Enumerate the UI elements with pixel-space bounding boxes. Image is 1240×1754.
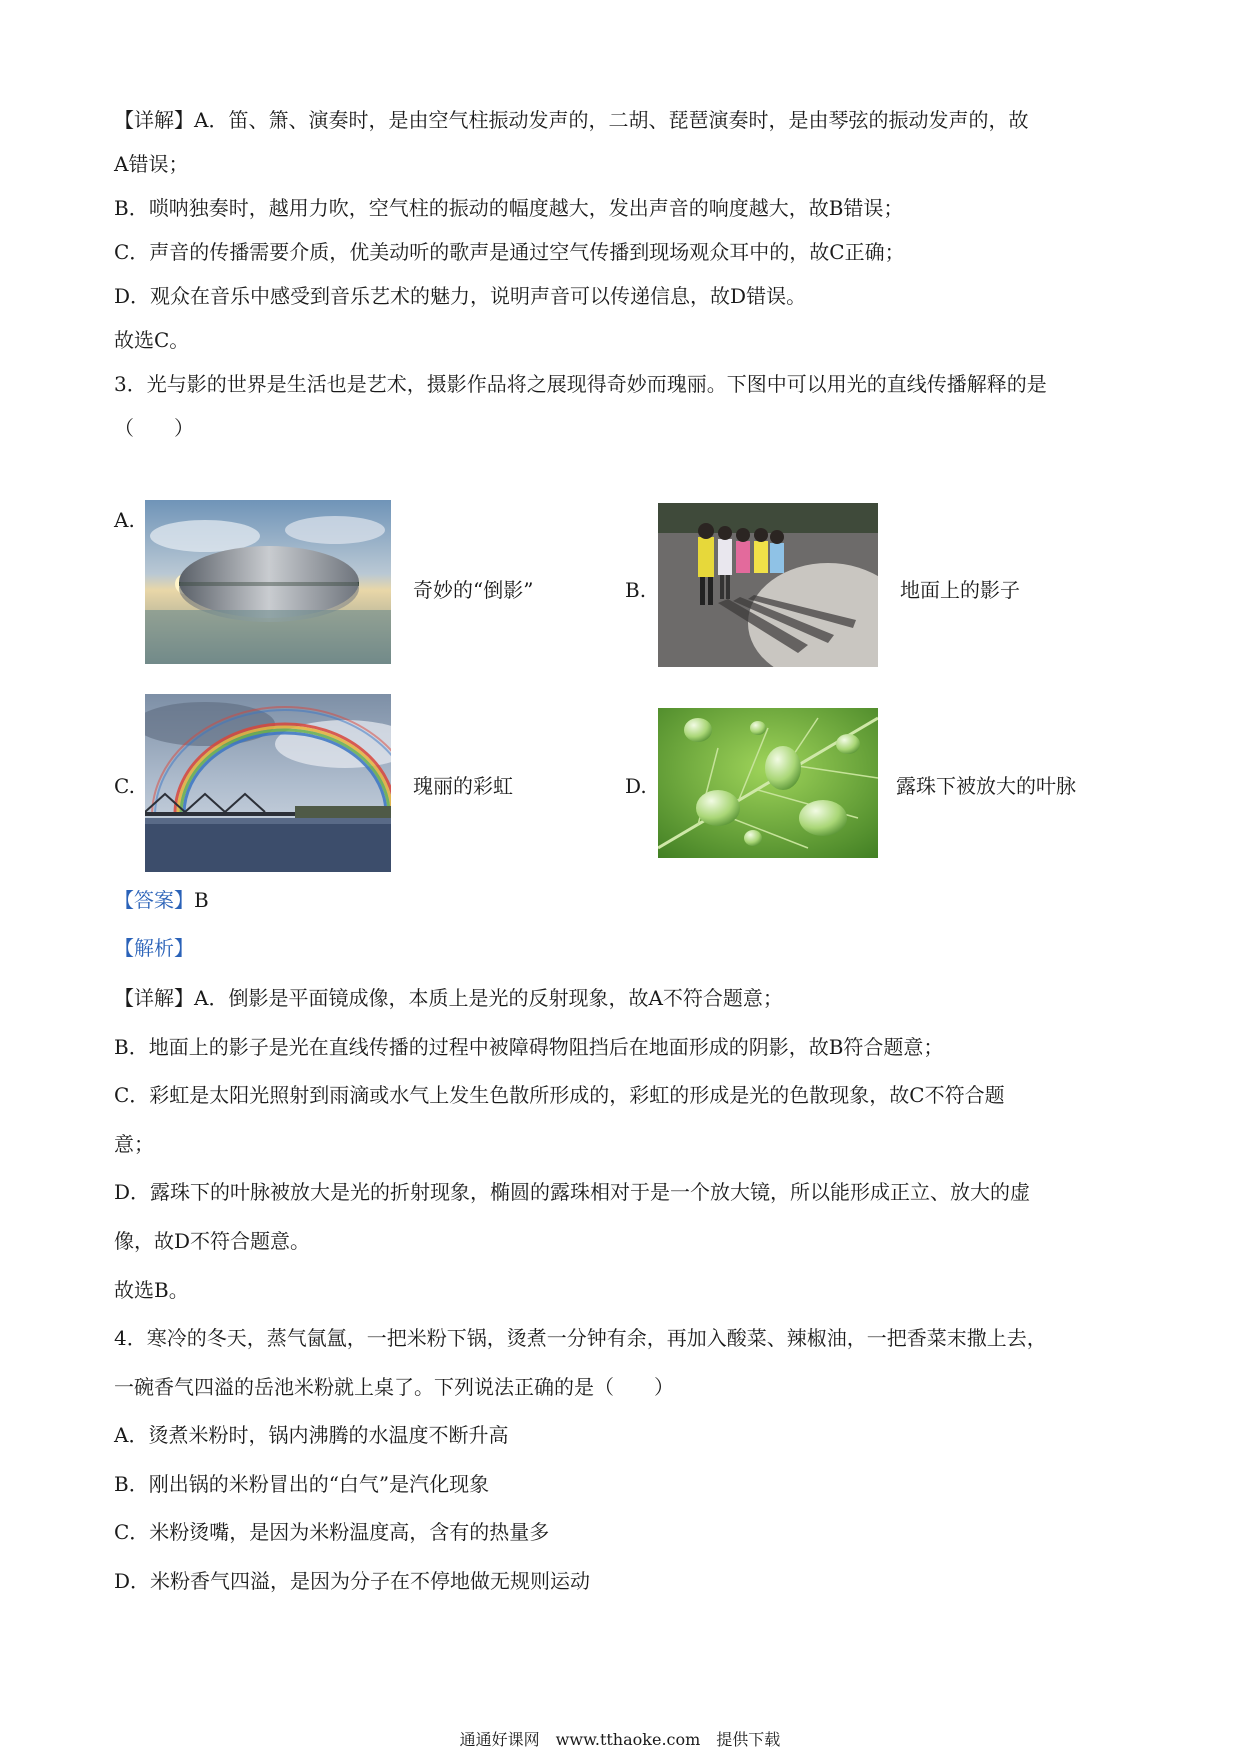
q3-option-c-photo [145,694,391,872]
prev-detail-d: D．观众在音乐中感受到音乐艺术的魅力，说明声音可以传递信息，故D错误。 [114,284,807,308]
q4-option-c: C．米粉烫嘴，是因为米粉温度高，含有的热量多 [114,1520,550,1544]
q3-option-a-photo [145,500,391,664]
q3-detail-d-line1: D．露珠下的叶脉被放大是光的折射现象，椭圆的露珠相对于是一个放大镜，所以能形成正立、放大的虚 [114,1180,1031,1204]
detail-label: 【详解】 [114,108,194,132]
q3-option-b-photo [658,503,878,667]
q3-conclusion: 故选B。 [114,1278,189,1302]
detail-label: 【详解】 [114,986,194,1010]
q3-detail-d-line2: 像，故D不符合题意。 [114,1229,311,1253]
children-shadows-image [658,503,878,667]
q3-option-a-letter: A. [114,508,135,532]
rainbow-bridge-image [145,694,391,872]
prev-detail-c: C．声音的传播需要介质，优美动听的歌声是通过空气传播到现场观众耳中的，故C正确； [114,240,905,264]
answer-label: 【答案】 [114,888,194,912]
q3-option-b-caption: 地面上的影子 [900,578,1020,602]
q3-stem-line1: 3．光与影的世界是生活也是艺术，摄影作品将之展现得奇妙而瑰丽。下图中可以用光的直线传播解释的是 [114,372,1047,396]
prev-detail-a-line1: 【详解】A．笛、箫、演奏时，是由空气柱振动发声的，二胡、琵琶演奏时，是由琴弦的振动发声的，故 [114,108,1029,132]
q3-detail-b: B．地面上的影子是光在直线传播的过程中被障碍物阻挡后在地面形成的阴影，故B符合题意； [114,1035,944,1059]
q4-option-d: D．米粉香气四溢，是因为分子在不停地做无规则运动 [114,1569,591,1593]
q3-detail-c-line1: C．彩虹是太阳光照射到雨滴或水气上发生色散所形成的，彩虹的形成是光的色散现象，故C不符合题 [114,1083,1005,1107]
prev-detail-a-line2: A错误； [114,152,189,176]
q4-option-a: A．烫煮米粉时，锅内沸腾的水温度不断升高 [114,1423,509,1447]
leaf-dewdrops-image [658,708,878,858]
opera-house-reflection-image [145,500,391,664]
q3-option-c-caption: 瑰丽的彩虹 [413,774,513,798]
q3-option-b-letter: B. [625,578,647,602]
prev-conclusion: 故选C。 [114,328,190,352]
q3-option-d-caption: 露珠下被放大的叶脉 [896,774,1076,798]
q3-option-d-letter: D. [625,774,647,798]
q3-detail-c-line2: 意； [114,1132,154,1156]
q3-stem-line2: （ ） [114,416,194,440]
prev-detail-b: B．唢呐独奏时，越用力吹，空气柱的振动的幅度越大，发出声音的响度越大，故B错误； [114,196,904,220]
q3-detail-a: 【详解】A．倒影是平面镜成像，本质上是光的反射现象，故A不符合题意； [114,986,783,1010]
q3-option-a-caption: 奇妙的“倒影” [413,578,534,602]
q4-option-b: B．刚出锅的米粉冒出的“白气”是汽化现象 [114,1472,490,1496]
q3-answer [114,886,209,914]
answer-value: B [194,888,209,912]
q3-option-c-letter: C. [114,774,135,798]
q4-stem-line1: 4．寒冷的冬天，蒸气氤氲，一把米粉下锅，烫煮一分钟有余，再加入酸菜、辣椒油，一把香菜末撒上去， [114,1326,1047,1350]
q3-analysis-label: 【解析】 [114,936,194,960]
page-footer: 通通好课网 www.tthaoke.com 提供下载 [459,1730,781,1749]
q4-stem-line2: 一碗香气四溢的岳池米粉就上桌了。下列说法正确的是（ ） [114,1375,674,1399]
q3-option-d-photo [658,708,878,858]
